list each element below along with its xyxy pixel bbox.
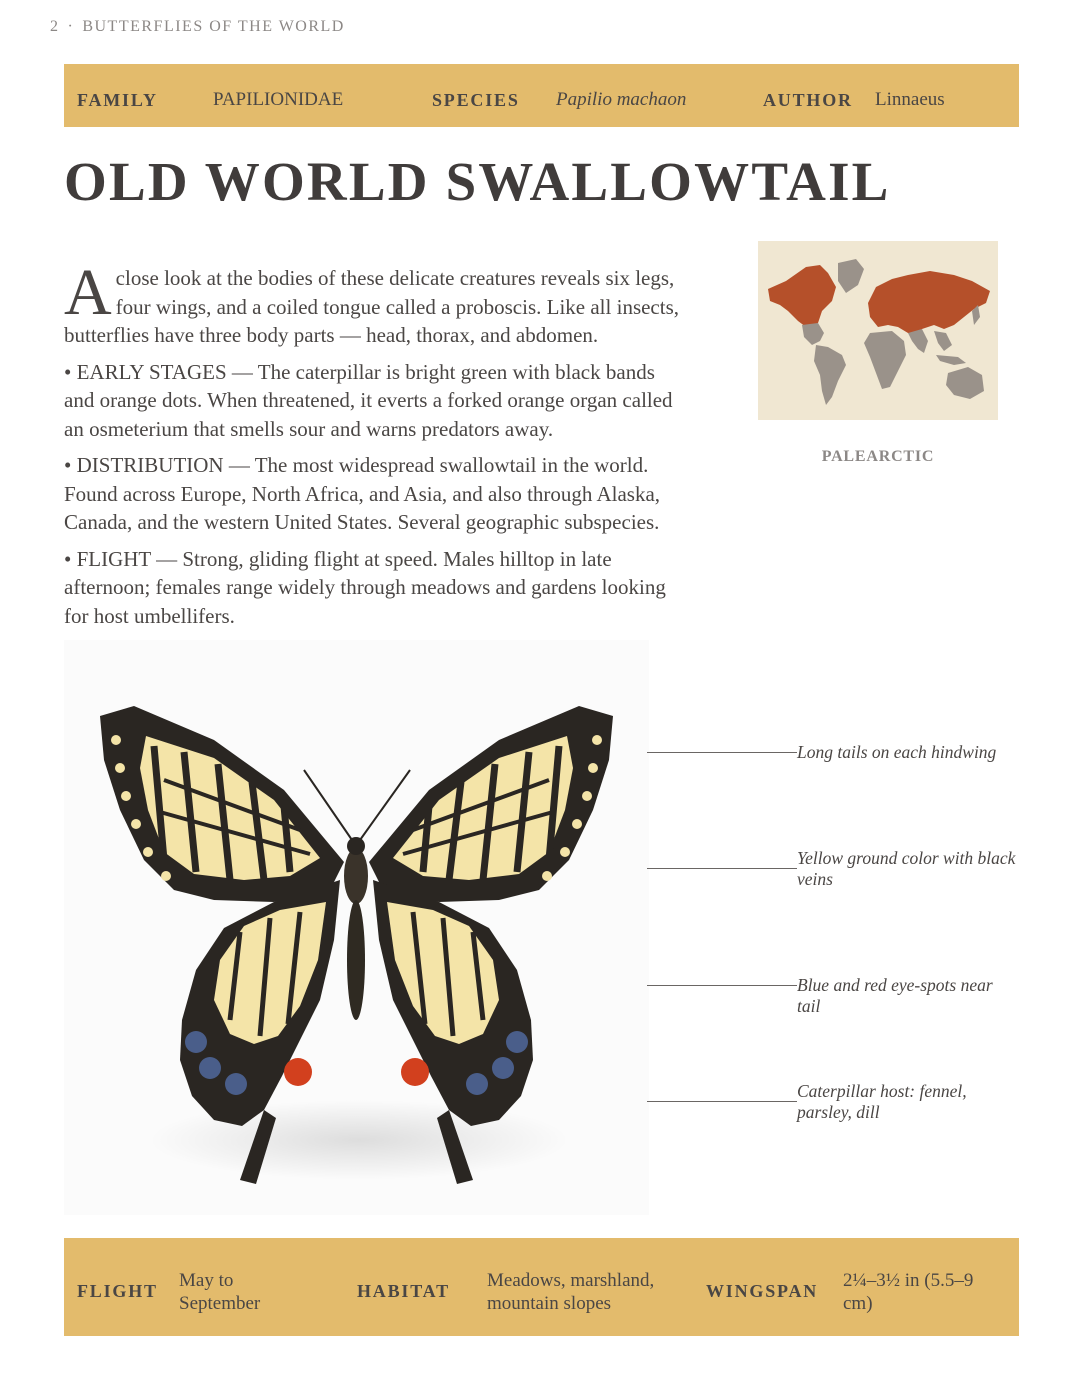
north-america-range: [768, 265, 836, 327]
separator-dot: ·: [67, 18, 75, 35]
callout-text: Blue and red eye-spots near tail: [797, 975, 993, 1016]
family-value: PAPILIONIDAE: [213, 89, 344, 110]
wingspan-value: 2¼–3½ in (5.5–9 cm): [843, 1270, 974, 1314]
facts-band: [64, 1238, 1019, 1336]
callout-leader-line: [647, 868, 797, 869]
south-asia-shape: [908, 329, 928, 353]
greenland-shape: [838, 259, 864, 293]
intro-paragraph: [64, 256, 686, 350]
indonesia-shape: [936, 355, 966, 365]
species-value: Papilio machaon: [556, 89, 687, 110]
wingspan-label: WINGSPAN: [706, 1281, 819, 1301]
callout-text: Yellow ground color with black veins: [797, 848, 1016, 889]
habitat-label: HABITAT: [357, 1281, 450, 1301]
page-title: OLD WORLD SWALLOWTAIL: [64, 151, 891, 212]
early-stages-paragraph: • EARLY STAGES — The caterpillar is bright green with black bands and orange dots. When threatened, it everts a forked orange organ called an osmeterium that smells sour and warns predators away.: [64, 359, 673, 441]
left-forewing: [100, 706, 344, 902]
callout-leader-line: [647, 752, 797, 753]
map-caption: PALEARCTIC: [821, 448, 935, 465]
south-america-shape: [814, 345, 846, 405]
flight-paragraph: • FLIGHT — Strong, gliding flight at speed. Males hilltop in late afternoon; females range widely through meadows and gardens looking for host umbellifers.: [64, 546, 666, 628]
callout-leader-line: [647, 1101, 797, 1102]
page-number: 2: [50, 18, 60, 35]
drop-cap: A: [64, 256, 112, 329]
distribution-paragraph: • DISTRIBUTION — The most widespread swallowtail in the world. Found across Europe, North Africa, and Asia, and also through Alaska, Canada, and the western United States. Several geographic subspecies.: [64, 453, 661, 534]
callout-text: Caterpillar host: fennel, parsley, dill: [797, 1081, 967, 1122]
family-label: FAMILY: [77, 90, 158, 110]
body-text: [64, 256, 686, 638]
eurasia-range: [868, 271, 990, 337]
range-map: [758, 241, 998, 420]
book-title: BUTTERFLIES OF THE WORLD: [82, 18, 345, 35]
habitat-value: Meadows, marshland, mountain slopes: [487, 1270, 655, 1314]
callout-leader-line: [647, 985, 797, 986]
specimen-illustration: [64, 640, 649, 1215]
intro-text: close look at the bodies of these delicate creatures reveals six legs, four wings, and a coiled tongue called a proboscis. Like all insects, butterflies have three body parts — head, thorax, and abdomen.: [64, 266, 680, 347]
world-map-graphic: [758, 241, 998, 420]
right-forewing: [369, 706, 613, 902]
southeast-asia-shape: [934, 331, 952, 351]
callout-text: Long tails on each hindwing: [797, 742, 997, 762]
australia-shape: [946, 367, 984, 399]
africa-shape: [864, 331, 906, 389]
taxonomy-band: [64, 64, 1019, 127]
north-america-south: [802, 323, 824, 345]
author-value: Linnaeus: [875, 89, 945, 110]
running-head: [50, 18, 345, 36]
author-label: AUTHOR: [763, 90, 853, 110]
flight-value: May to September: [179, 1270, 261, 1314]
flight-label: FLIGHT: [77, 1281, 158, 1301]
species-label: SPECIES: [432, 90, 520, 110]
butterfly-graphic: [64, 640, 649, 1215]
